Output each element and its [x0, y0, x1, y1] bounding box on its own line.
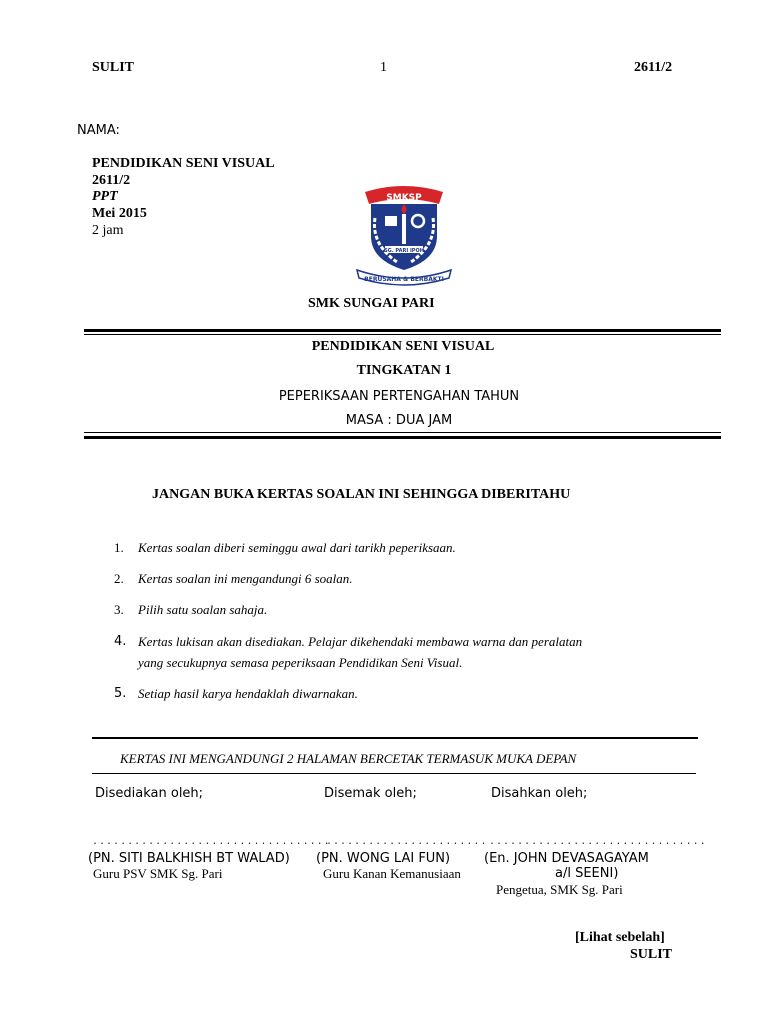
logo-torch-icon — [402, 214, 406, 244]
instruction-text: Setiap hasil karya hendaklah diwarnakan. — [138, 686, 358, 701]
reviewed-by-label: Disemak oleh; — [324, 786, 417, 801]
warning-text: JANGAN BUKA KERTAS SOALAN INI SEHINGGA DIBERITAHU — [152, 487, 571, 502]
approved-by-label: Disahkan oleh; — [491, 786, 588, 801]
next-page-note: [Lihat sebelah] — [575, 930, 665, 945]
title-exam: PEPERIKSAAN PERTENGAHAN TAHUN — [278, 389, 520, 404]
nama-label: NAMA: — [77, 123, 120, 138]
page-number: 1 — [380, 60, 387, 75]
instruction-num: 1. — [114, 540, 124, 555]
top-rule-thin — [84, 334, 721, 335]
instruction-text: Kertas soalan diberi seminggu awal dari tarikh peperiksaan. — [138, 540, 456, 555]
approver-name-cont: a/l SEENI) — [555, 866, 619, 881]
instruction-text: Pilih satu soalan sahaja. — [138, 602, 268, 617]
instruction-text: Kertas lukisan akan disediakan. Pelajar dikehendaki membawa warna dan peralatan — [138, 634, 583, 649]
subject-title: PENDIDIKAN SENI VISUAL — [92, 156, 275, 171]
exam-abbr: PPT — [92, 189, 118, 204]
preparer-name: (PN. SITI BALKHISH BT WALAD) — [88, 851, 290, 866]
footer-sulit: SULIT — [630, 947, 673, 962]
exam-date: Mei 2015 — [92, 206, 147, 221]
page-count-note: KERTAS INI MENGANDUNGI 2 HALAMAN BERCETAK TERMASUK MUKA DEPAN — [120, 751, 577, 766]
title-subject: PENDIDIKAN SENI VISUAL — [311, 339, 495, 354]
school-name: SMK SUNGAI PARI — [308, 296, 435, 311]
logo-top-text: SMKSP — [386, 193, 422, 203]
reviewer-name: (PN. WONG LAI FUN) — [316, 851, 451, 866]
note-rule-bottom — [92, 773, 696, 774]
logo-book-icon — [385, 216, 397, 226]
title-time: MASA : DUA JAM — [345, 413, 453, 428]
prepared-by-label: Disediakan oleh; — [95, 786, 204, 801]
note-rule-top — [92, 737, 698, 739]
signature-line: ....................... — [326, 836, 488, 847]
top-rule-thick — [84, 329, 721, 332]
paper-code-header: 2611/2 — [634, 60, 673, 75]
signature-line: ............................... — [489, 836, 707, 847]
subject-code: 2611/2 — [92, 173, 131, 188]
instruction-num: 4. — [114, 634, 127, 649]
bottom-rule-thick — [84, 436, 721, 439]
instruction-text: Kertas soalan ini mengandungi 6 soalan. — [138, 571, 353, 586]
approver-role: Pengetua, SMK Sg. Pari — [496, 882, 623, 897]
signature-line: .................................. — [92, 836, 331, 847]
header-sulit: SULIT — [92, 60, 135, 75]
title-form: TINGKATAN 1 — [356, 363, 452, 378]
instruction-num: 5. — [114, 686, 127, 701]
bottom-rule-thin — [84, 432, 721, 433]
school-logo — [349, 178, 459, 288]
instruction-num: 2. — [114, 571, 124, 586]
preparer-role: Guru PSV SMK Sg. Pari — [93, 866, 223, 881]
instruction-text-cont: yang secukupnya semasa peperiksaan Pendidikan Seni Visual. — [138, 655, 463, 670]
instruction-num: 3. — [114, 602, 124, 617]
logo-place-text: SG. PARI IPOH — [384, 248, 424, 254]
approver-name: (En. JOHN DEVASAGAYAM — [484, 851, 649, 866]
logo-motto-text: BERUSAHA & BERBAKTI — [364, 276, 444, 283]
reviewer-role: Guru Kanan Kemanusiaan — [323, 866, 461, 881]
exam-duration: 2 jam — [92, 223, 124, 238]
